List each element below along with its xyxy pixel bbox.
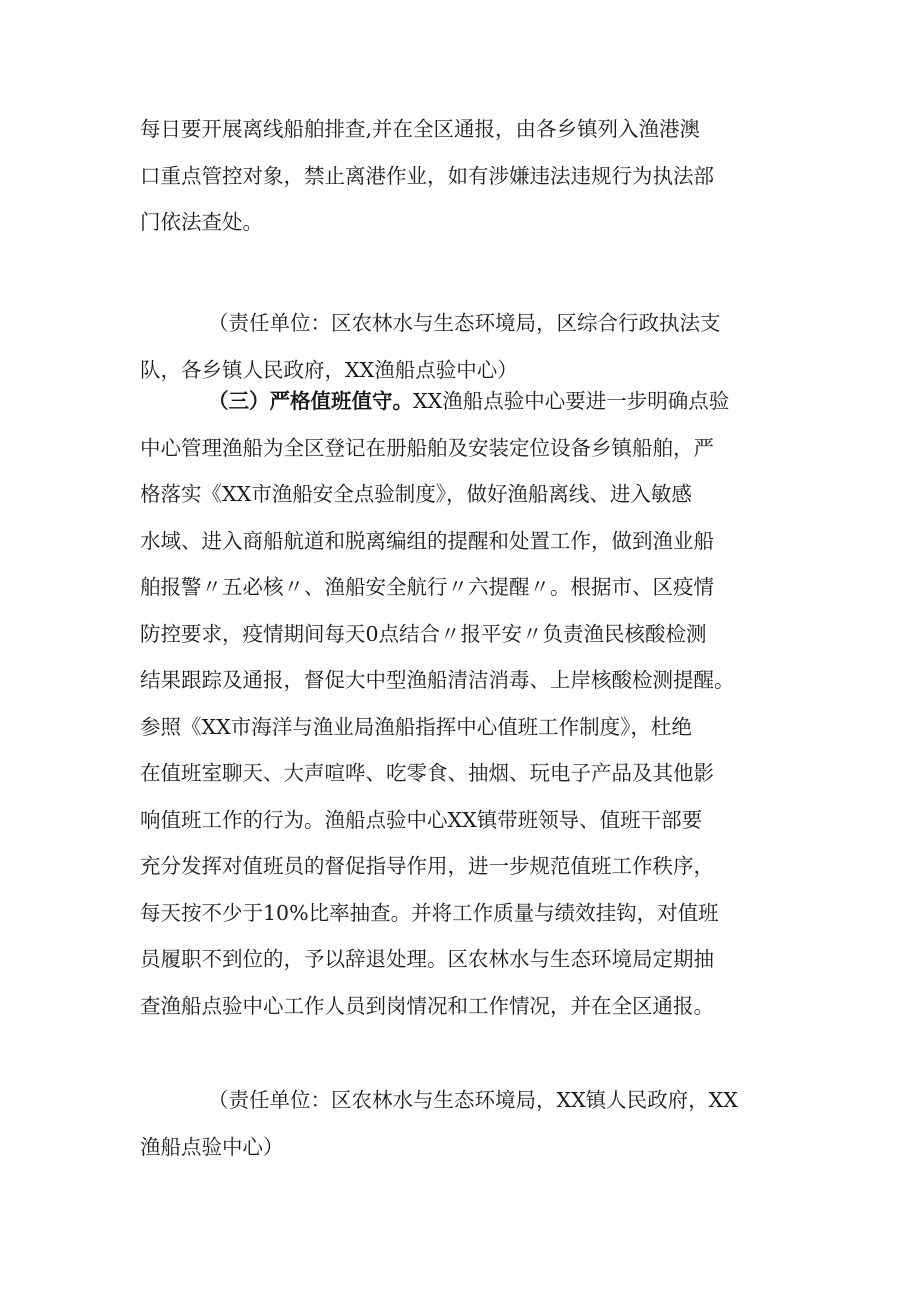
text-line: 每日要开展离线船舶排查,并在全区通报，由各乡镇列入渔港澳 [140,117,701,141]
text-line: 每天按不少于10%比率抽查。并将工作质量与绩效挂钩，对值班 [140,900,719,925]
paragraph-section-three-duty [140,378,796,1029]
text-line: 在值班室聊天、大声喧哗、吃零食、抽烟、玩电子产品及其他影 [140,761,714,785]
text-line: 队，各乡镇人民政府，XX渔船点验中心） [140,357,518,382]
text-line: 舶报警〃五必核〃、渔船安全航行〃六提醒〃。根据市、区疫情 [140,575,714,599]
paragraph-offline-vessel-check [140,106,796,246]
text-segment: XX渔船点验中心要进一步明确点验 [413,389,730,413]
text-line: 防控要求，疫情期间每天0点结合〃报平安〃负责渔民核酸检测 [140,621,707,646]
text-line: 查渔船点验中心工作人员到岗情况和工作情况，并在全区通报。 [140,993,714,1018]
text-line-first [140,378,796,425]
text-line: 响值班工作的行为。渔船点验中心XX镇带班领导、值班干部要 [140,807,703,832]
text-line: 水域、进入商船航道和脱离编组的提醒和处置工作，做到渔业船 [140,528,714,553]
paragraph-responsible-units-2 [140,1077,796,1170]
text-line: 渔船点验中心） [140,1134,284,1159]
text-line: 中心管理渔船为全区登记在册船舶及安装定位设备乡镇船舶，严 [140,435,714,460]
text-line: 参照《XX市海洋与渔业局渔船指挥中心值班工作制度》，杜绝 [140,714,692,739]
text-line: 门依法查处。 [140,210,263,234]
text-line: 口重点管控对象，禁止离港作业，如有涉嫌违法违规行为执法部 [140,163,714,188]
text-line: 员履职不到位的，予以辞退处理。区农林水与生态环境局定期抽 [140,947,714,971]
section-heading: （三）严格值班值守。 [208,389,413,413]
text-line: （责任单位：区农林水与生态环境局，XX镇人民政府，XX [208,1088,738,1112]
text-line: 格落实《XX市渔船安全点验制度》，做好渔船离线、进入敏感 [140,482,692,506]
text-line: 结果跟踪及通报，督促大中型渔船清洁消毒、上岸核酸检测提醒。 [140,668,735,692]
text-line: 充分发挥对值班员的督促指导作用，进一步规范值班工作秩序， [140,854,714,878]
text-line: （责任单位：区农林水与生态环境局，区综合行政执法支 [208,311,721,335]
